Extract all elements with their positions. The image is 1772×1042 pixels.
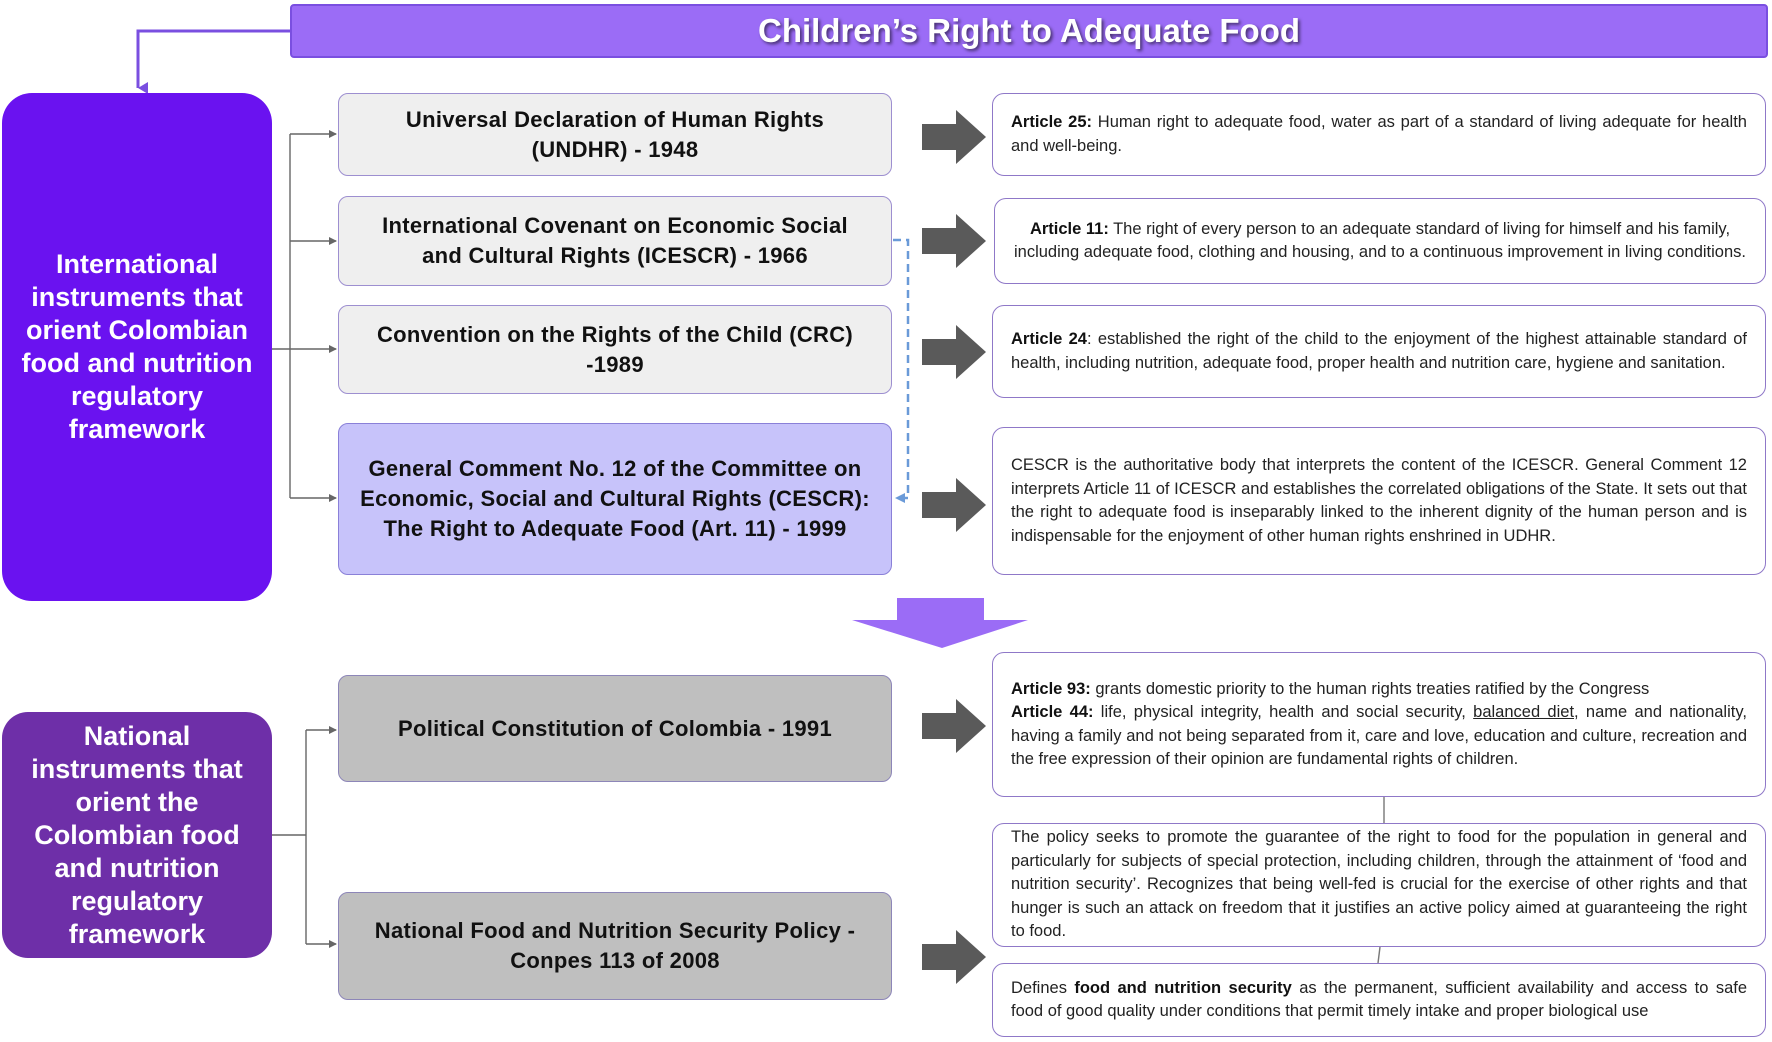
international-panel	[2, 93, 272, 601]
international-label: International instruments that orient Colombian food and nutrition regulatory framework	[21, 249, 253, 444]
desc-crc	[992, 305, 1766, 398]
instrument-name: International Covenant on Economic Social and Cultural Rights (ICESCR) - 1966	[382, 213, 848, 268]
desc-icescr	[994, 198, 1766, 284]
article-text: life, physical integrity, health and social security,	[1093, 703, 1474, 721]
policy-text: as the permanent, sufficient availability and access to safe food of good quality under conditions that permit timely intake and proper biological use	[1011, 978, 1748, 1020]
article-text: : established the right of the child to the enjoyment of the highest attainable standard of health, including nutrition, adequate food, proper health and nutrition care, hygiene and sanitation.	[1011, 330, 1747, 372]
title-connector	[138, 31, 290, 88]
desc-policy-1	[992, 823, 1766, 947]
desc-policy-2	[992, 963, 1766, 1037]
arrow-icescr	[922, 214, 986, 268]
dashed-link	[893, 240, 908, 498]
down-chevron	[852, 598, 1028, 648]
block-arrows	[922, 110, 986, 984]
article-text: grants domestic priority to the human rights treaties ratified by the Congress	[1090, 679, 1650, 698]
arrow-crc	[922, 325, 986, 379]
article-label: Article 93:	[1011, 679, 1091, 698]
instrument-crc	[338, 305, 892, 394]
international-bracket	[272, 134, 336, 498]
article-underlined: balanced diet	[1473, 703, 1575, 721]
desc-link-2	[1378, 947, 1380, 963]
instrument-name: Political Constitution of Colombia - 1991	[398, 715, 832, 741]
arrow-udhr	[922, 110, 986, 164]
arrow-constitution	[922, 699, 986, 753]
article-label: Article 44:	[1011, 703, 1094, 721]
article-text: The right of every person to an adequate standard of living for himself and his family, including adequate food, clothing and housing, and to a continuous improvement in living conditions.	[1014, 219, 1746, 261]
national-panel	[2, 712, 272, 958]
article-label: Article 25:	[1011, 113, 1092, 131]
instrument-constitution	[338, 675, 892, 782]
arrow-comment	[922, 478, 986, 532]
article-text: , name and nationality, having a family and not being separated from it, care and love, education and culture, recreation and the free expression of their opinion are fundamental rights of children.	[1011, 703, 1747, 768]
desc-udhr	[992, 93, 1766, 176]
policy-text: Defines	[1011, 978, 1075, 997]
instrument-name: National Food and Nutrition Security Policy - Conpes 113 of 2008	[374, 918, 856, 973]
policy-text: The policy seeks to promote the guarantee of the right to food for the population in general and particularly for subjects of special protection, including children, through the attainment of ‘food and nutrition security’. Recognizes that being well-fed is crucial for the exercise of other rights and that hunger is such an attack on freedom that it justifies an active policy aimed at guaranteeing the right to food.	[1011, 828, 1747, 941]
instrument-name: Convention on the Rights of the Child (CRC) -1989	[376, 321, 854, 377]
instrument-icescr	[338, 196, 892, 286]
title-bar	[290, 4, 1768, 58]
article-label: Article 24	[1011, 330, 1087, 348]
article-label: Article 11:	[1029, 219, 1109, 238]
national-bracket	[272, 730, 336, 944]
article-text: CESCR is the authoritative body that interprets the content of the ICESCR. General Comment 12 interprets Article 11 of ICESCR and establishes the correlated obligations of the State. It sets out that the right to adequate food is inseparably linked to the inherent dignity of the human person and is indispensable for the enjoyment of other human rights enshrined in UDHR.	[1011, 456, 1747, 545]
arrow-policy	[922, 930, 986, 984]
instrument-udhr	[338, 93, 892, 176]
national-label: National instruments that orient the Colombian food and nutrition regulatory framework	[31, 720, 243, 949]
page-title: Children’s Right to Adequate Food	[757, 12, 1301, 49]
article-text: Human right to adequate food, water as part of a standard of living adequate for health and well-being.	[1011, 113, 1747, 155]
policy-bold: food and nutrition security	[1074, 978, 1292, 997]
instrument-policy	[338, 892, 892, 1000]
instrument-name: General Comment No. 12 of the Committee on Economic, Social and Cultural Rights (CESCR): The Right to Adequate Food (Art. 11) - 1999	[360, 456, 870, 541]
desc-general-comment	[992, 427, 1766, 575]
instrument-name: Universal Declaration of Human Rights (UNDHR) - 1948	[405, 106, 825, 162]
desc-constitution	[992, 652, 1766, 797]
instrument-general-comment	[338, 423, 892, 575]
